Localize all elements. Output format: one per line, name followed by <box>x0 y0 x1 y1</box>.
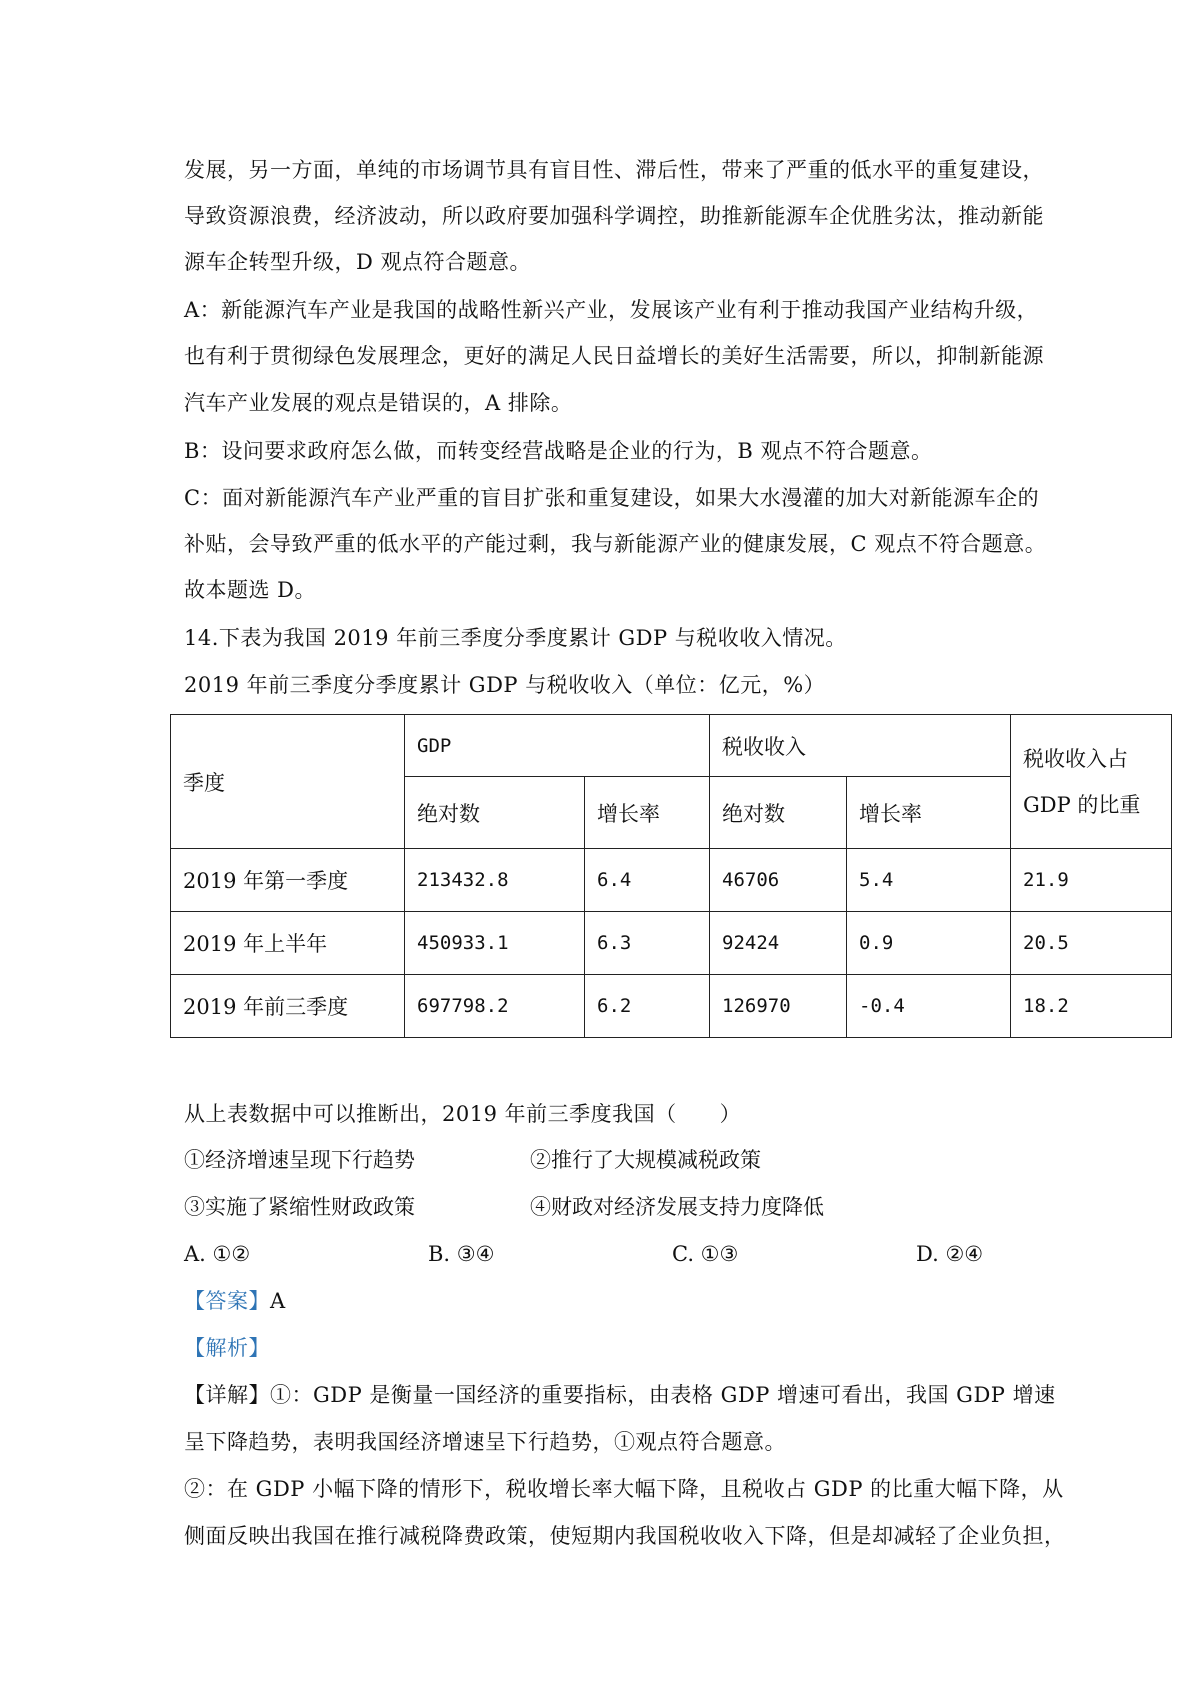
cell-tax: 126970 <box>710 975 847 1038</box>
question-prompt: 从上表数据中可以推断出，2019 年前三季度我国（ ） <box>184 1102 742 1126</box>
choice-d: D. ②④ <box>916 1242 984 1266</box>
cell-gdp-rate: 6.4 <box>585 849 710 912</box>
header-tax-absolute: 绝对数 <box>710 777 847 849</box>
choice-c: C. ①③ <box>672 1242 739 1266</box>
cell-gdp: 450933.1 <box>405 912 585 975</box>
cell-tax-rate: -0.4 <box>847 975 1011 1038</box>
cell-gdp-rate: 6.3 <box>585 912 710 975</box>
item-3: ③实施了紧缩性财政政策 <box>184 1195 415 1219</box>
cell-ratio: 20.5 <box>1011 912 1172 975</box>
answer-label: 【答案】 <box>184 1289 270 1313</box>
detail-line: 侧面反映出我国在推行减税降费政策，使短期内我国税收收入下降，但是却减轻了企业负担， <box>184 1524 1066 1548</box>
header-tax: 税收收入 <box>710 715 1011 777</box>
answer-value: A <box>270 1289 286 1313</box>
cell-tax-rate: 5.4 <box>847 849 1011 912</box>
choice-b: B. ③④ <box>428 1242 495 1266</box>
paragraph-line: C：面对新能源汽车产业严重的盲目扩张和重复建设，如果大水漫灌的加大对新能源车企的 <box>184 486 1040 510</box>
paragraph-line: B：设问要求政府怎么做，而转变经营战略是企业的行为，B 观点不符合题意。 <box>184 439 933 463</box>
header-ratio-line2: GDP 的比重 <box>1023 792 1141 817</box>
paragraph-line: 故本题选 D。 <box>184 578 317 602</box>
paragraph-line: 也有利于贯彻绿色发展理念，更好的满足人民日益增长的美好生活需要，所以，抑制新能源 <box>184 344 1044 368</box>
cell-gdp: 213432.8 <box>405 849 585 912</box>
paragraph-line: 源车企转型升级，D 观点符合题意。 <box>184 250 532 274</box>
header-ratio-line1: 税收收入占 <box>1023 746 1128 771</box>
detail-line: 呈下降趋势，表明我国经济增速呈下行趋势，①观点符合题意。 <box>184 1430 786 1454</box>
paragraph-line: 补贴，会导致严重的低水平的产能过剩，我与新能源产业的健康发展，C 观点不符合题意。 <box>184 532 1047 556</box>
table-row <box>171 912 1172 975</box>
cell-tax-rate: 0.9 <box>847 912 1011 975</box>
table-row <box>171 849 1172 912</box>
detail-line: 【详解】①：GDP 是衡量一国经济的重要指标，由表格 GDP 增速可看出，我国 GDP 增速 <box>184 1383 1056 1407</box>
header-gdp-absolute: 绝对数 <box>405 777 585 849</box>
cell-period: 2019 年上半年 <box>171 912 405 975</box>
analysis-label: 【解析】 <box>184 1336 270 1360</box>
table-row <box>171 975 1172 1038</box>
cell-ratio: 21.9 <box>1011 849 1172 912</box>
cell-tax: 46706 <box>710 849 847 912</box>
paragraph-line: 汽车产业发展的观点是错误的，A 排除。 <box>184 391 573 415</box>
item-1: ①经济增速呈现下行趋势 <box>184 1148 415 1172</box>
paragraph-line: 导致资源浪费，经济波动，所以政府要加强科学调控，助推新能源车企优胜劣汰，推动新能 <box>184 204 1044 228</box>
cell-period: 2019 年第一季度 <box>171 849 405 912</box>
item-2: ②推行了大规模减税政策 <box>530 1148 761 1172</box>
question-stem: 14.下表为我国 2019 年前三季度分季度累计 GDP 与税收收入情况。 <box>184 626 847 650</box>
choice-a: A. ①② <box>184 1242 251 1266</box>
cell-gdp-rate: 6.2 <box>585 975 710 1038</box>
item-4: ④财政对经济发展支持力度降低 <box>530 1195 824 1219</box>
cell-tax: 92424 <box>710 912 847 975</box>
cell-ratio: 18.2 <box>1011 975 1172 1038</box>
detail-line: ②：在 GDP 小幅下降的情形下，税收增长率大幅下降，且税收占 GDP 的比重大幅下降，从 <box>184 1477 1064 1501</box>
cell-period: 2019 年前三季度 <box>171 975 405 1038</box>
header-tax-rate: 增长率 <box>847 777 1011 849</box>
header-gdp: GDP <box>405 715 710 777</box>
paragraph-line: 发展，另一方面，单纯的市场调节具有盲目性、滞后性，带来了严重的低水平的重复建设， <box>184 158 1044 182</box>
paragraph-line: A：新能源汽车产业是我国的战略性新兴产业，发展该产业有利于推动我国产业结构升级， <box>184 298 1039 322</box>
table-title: 2019 年前三季度分季度累计 GDP 与税收收入（单位：亿元，%） <box>184 673 826 697</box>
header-gdp-rate: 增长率 <box>585 777 710 849</box>
answer-line <box>184 1287 286 1315</box>
header-quarter: 季度 <box>171 715 405 849</box>
cell-gdp: 697798.2 <box>405 975 585 1038</box>
gdp-tax-table <box>170 714 1172 1038</box>
header-ratio <box>1011 715 1172 849</box>
